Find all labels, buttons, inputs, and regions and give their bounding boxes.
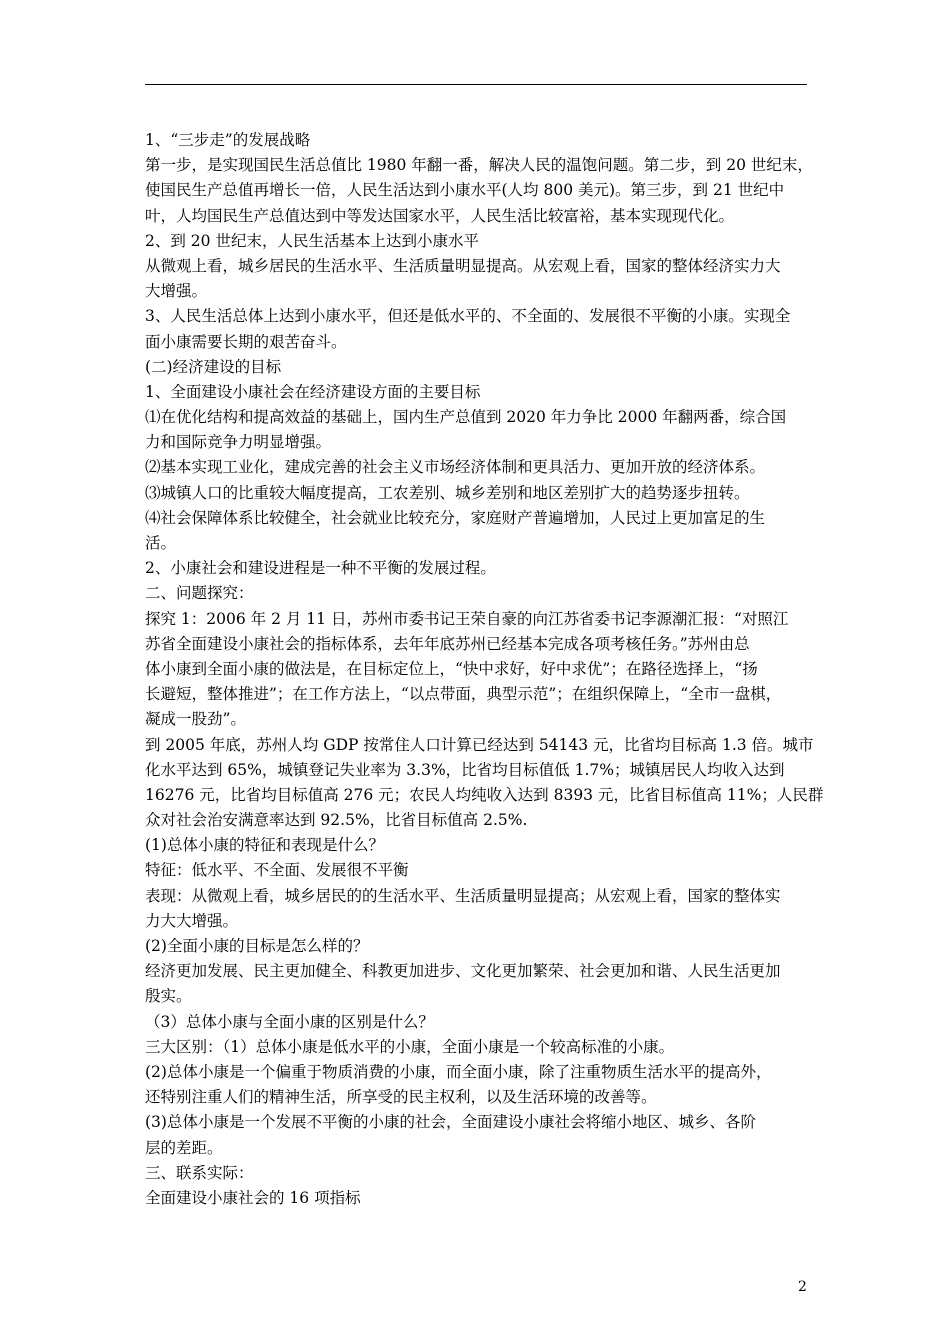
- text-line: (二)经济建设的目标: [145, 357, 282, 376]
- text-line: 到 2005 年底，苏州人均 GDP 按常住人口计算已经达到 54143 元，比省均目标高 1.3 倍。城市: [145, 735, 814, 754]
- text-line: 2、到 20 世纪末，人民生活基本上达到小康水平: [145, 231, 479, 250]
- text-line: 长避短，整体推进”；在工作方法上，“以点带面，典型示范”；在组织保障上，“全市一盘棋，: [145, 685, 782, 704]
- text-line: 二、问题探究：: [145, 584, 254, 603]
- text-line: 力和国际竞争力明显增强。: [145, 433, 332, 452]
- text-line: 经济更加发展、民主更加健全、科教更加进步、文化更加繁荣、社会更加和谐、人民生活更加: [145, 962, 781, 981]
- text-line: 三大区别：（1）总体小康是低水平的小康，全面小康是一个较高标准的小康。: [145, 1037, 675, 1056]
- text-line: ⑵基本实现工业化，建成完善的社会主义市场经济体制和更具活力、更加开放的经济体系。: [145, 458, 766, 477]
- text-line: 殷实。: [145, 987, 192, 1006]
- text-line: 层的差距。: [145, 1138, 223, 1157]
- text-line: (2)总体小康是一个偏重于物质消费的小康，而全面小康，除了注重物质生活水平的提高外，: [145, 1062, 772, 1081]
- text-line: ⑴在优化结构和提高效益的基础上，国内生产总值到 2020 年力争比 2000 年翻两番，综合国: [145, 408, 787, 427]
- text-line: 2、小康社会和建设进程是一种不平衡的发展过程。: [145, 559, 496, 578]
- text-line: 全面建设小康社会的 16 项指标: [145, 1188, 361, 1207]
- text-line: 凝成一股劲”。: [145, 710, 246, 729]
- text-line: 苏省全面建设小康社会的指标体系，去年年底苏州已经基本完成各项考核任务。”苏州由总: [145, 634, 750, 653]
- text-line: (2)全面小康的目标是怎么样的？: [145, 937, 369, 955]
- text-line: 第一步，是实现国民生活总值比 1980 年翻一番，解决人民的温饱问题。第二步，到 20 世纪末，: [145, 156, 813, 175]
- text-line: 3、人民生活总体上达到小康水平，但还是低水平的、不全面的、发展很不平衡的小康。实现全: [145, 307, 791, 326]
- text-line: 还特别注重人们的精神生活，所享受的民主权利，以及生活环境的改善等。: [145, 1088, 657, 1107]
- text-line: 力大大增强。: [145, 911, 239, 930]
- text-line: ⑷社会保障体系比较健全，社会就业比较充分，家庭财产普遍增加，人民过上更加富足的生: [145, 508, 766, 527]
- text-line: 体小康到全面小康的做法是，在目标定位上，“快中求好，好中求优”；在路径选择上，“扬: [145, 659, 758, 678]
- text-line: (1)总体小康的特征和表现是什么？: [145, 836, 384, 855]
- text-line: 表现：从微观上看，城乡居民的的生活水平、生活质量明显提高；从宏观上看，国家的整体实: [145, 886, 781, 905]
- text-line: 1、“三步走”的发展战略: [145, 131, 311, 149]
- text-line: 叶，人均国民生产总值达到中等发达国家水平，人民生活比较富裕，基本实现现代化。: [145, 206, 735, 225]
- text-line: 1、全面建设小康社会在经济建设方面的主要目标: [145, 382, 481, 401]
- text-line: 活。: [145, 534, 177, 552]
- text-line: 众对社会治安满意率达到 92.5%，比省目标值高 2.5%.: [145, 811, 528, 830]
- document-body: [145, 128, 824, 1211]
- text-line: 16276 元，比省均目标值高 276 元；农民人均纯收入达到 8393 元，比省目标值高 11%；人民群: [145, 785, 824, 804]
- text-line: (3)总体小康是一个发展不平衡的小康的社会，全面建设小康社会将缩小地区、城乡、各阶: [145, 1113, 756, 1132]
- text-line: ⑶城镇人口的比重较大幅度提高，工农差别、城乡差别和地区差别扩大的趋势逐步扭转。: [145, 483, 750, 502]
- text-line: 大增强。: [145, 282, 208, 301]
- text-line: 使国民生产总值再增长一倍，人民生活达到小康水平(人均 800 美元)。第三步，到 21 世纪中: [145, 181, 785, 200]
- text-line: 特征：低水平、不全面、发展很不平衡: [145, 861, 409, 880]
- text-line: 面小康需要长期的艰苦奋斗。: [145, 332, 347, 351]
- header-rule: [145, 84, 807, 85]
- text-line: 从微观上看，城乡居民的生活水平、生活质量明显提高。从宏观上看，国家的整体经济实力大: [145, 256, 781, 275]
- text-line: 化水平达到 65%，城镇登记失业率为 3.3%，比省均目标值低 1.7%；城镇居民人均收入达到: [145, 760, 785, 779]
- page-number: 2: [798, 1279, 807, 1295]
- text-line: 探究 1：2006 年 2 月 11 日，苏州市委书记王荣自豪的向江苏省委书记李源潮汇报：“对照江: [145, 609, 789, 628]
- text-line: （3）总体小康与全面小康的区别是什么？: [145, 1012, 434, 1031]
- text-line: 三、联系实际：: [145, 1163, 254, 1182]
